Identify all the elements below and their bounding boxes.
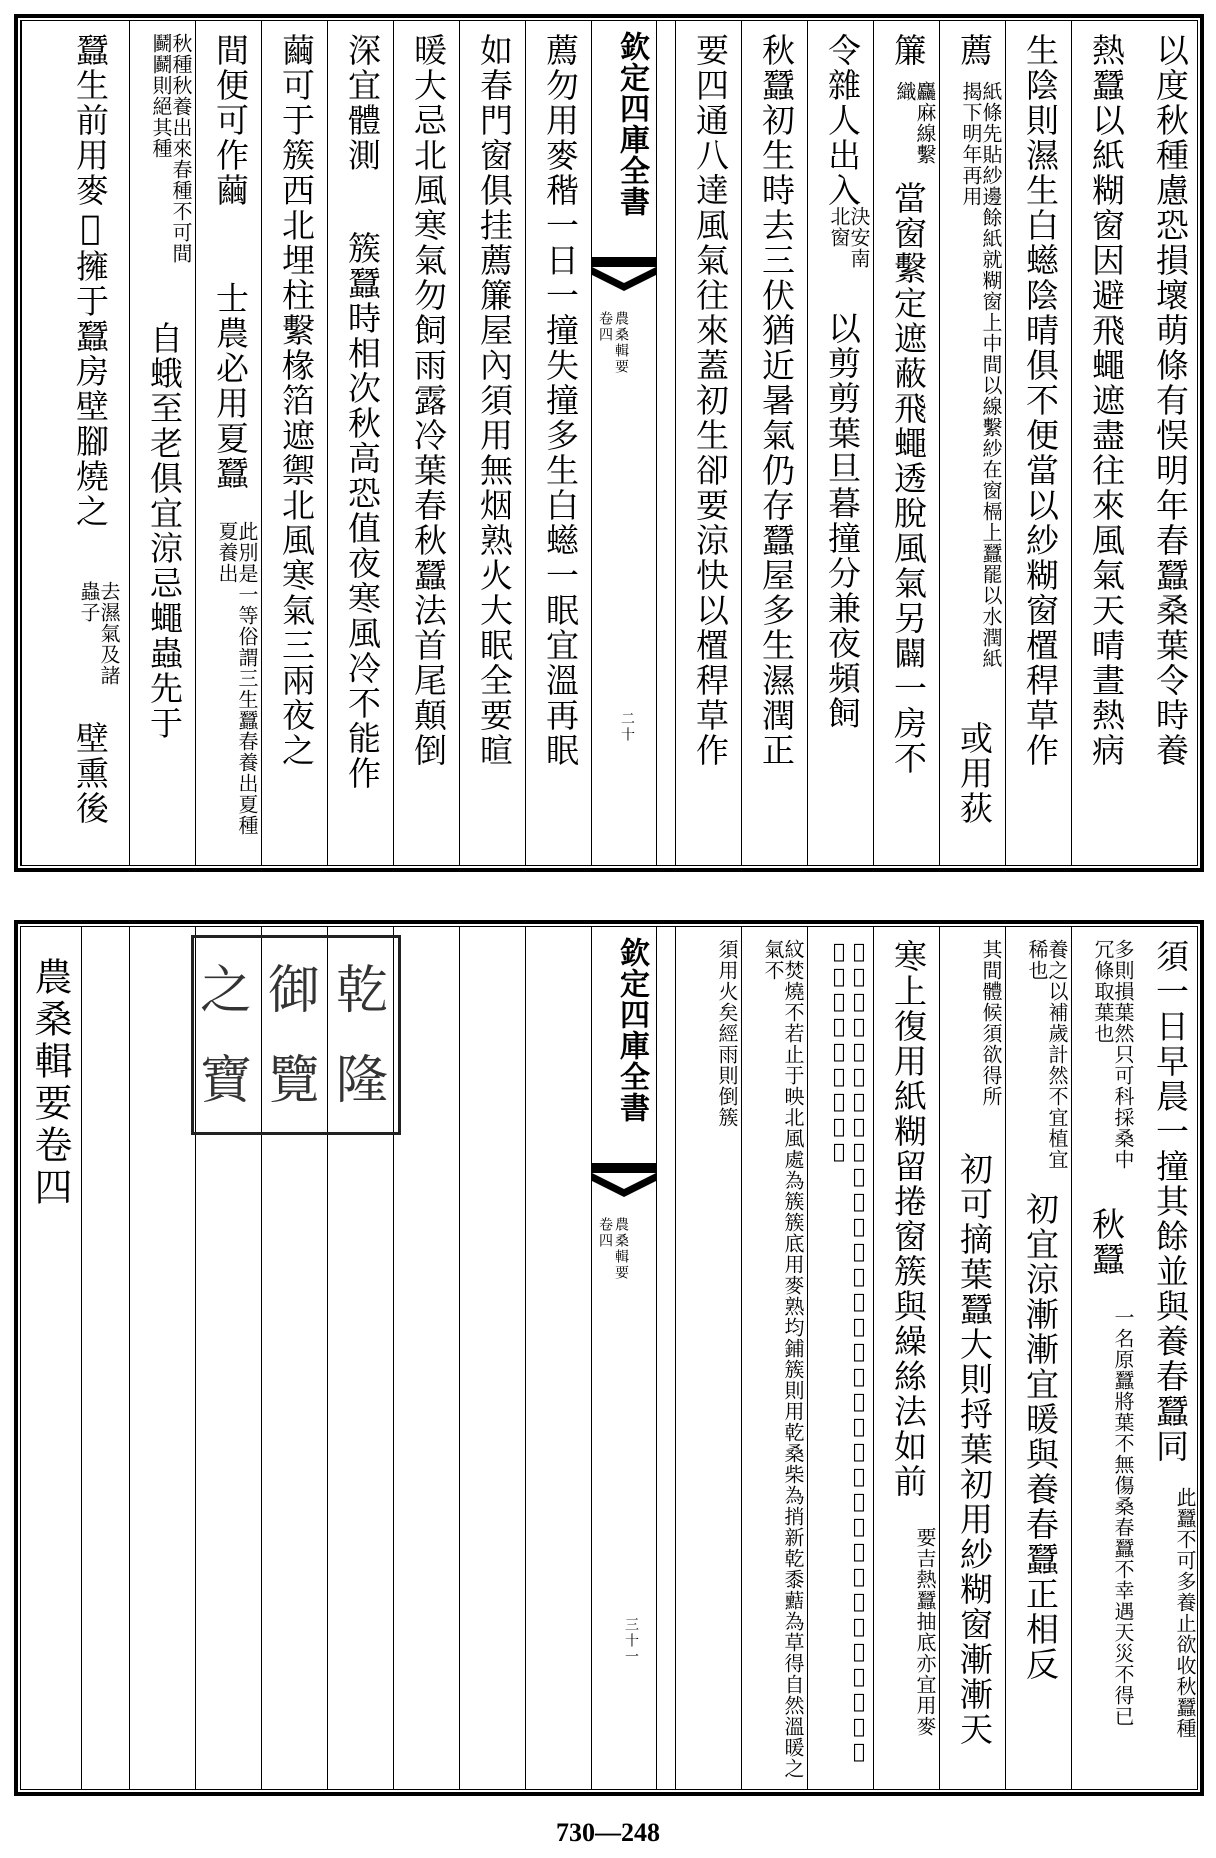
column [327, 21, 393, 865]
column-text: 秋蠶初生時去三伏猶近暑氣仍存蠶屋多生濕潤正 [757, 33, 796, 768]
column [129, 21, 195, 865]
column-annotation: 𥠖麥熟燒之又大路上踏跐起乾塵土收三四石生蠶日于抽底攤平可避暑濕簇秋蠶多于簇心用熟火或 [827, 939, 871, 1764]
seal-char: 乾 [335, 961, 388, 1021]
column [459, 21, 525, 865]
column-annotation: 其間體候須欲得所 [979, 939, 1003, 1107]
column-annotation: 紙條先貼紗邊餘紙就糊窗上中間以線繫紗在窗槅上蠶罷以水潤紙揭下明年再用 [959, 81, 1003, 669]
bottom-page [0, 920, 1216, 1810]
column-text: 蠶生前用麥𥠖擁于蠶房壁腳燒之 [71, 33, 110, 529]
imperial-seal [191, 935, 401, 1135]
column-text: 自蛾至老俱宜涼忌蠅蟲先于 [145, 321, 184, 741]
folio-number: 三十一 [623, 1617, 639, 1665]
column [873, 927, 939, 1789]
column [939, 927, 1005, 1789]
column-annotation: 決安南北窗 [827, 206, 871, 269]
empty-column [81, 927, 129, 1789]
column-text: 深宜體測 [343, 33, 382, 173]
column [807, 21, 873, 865]
column [1071, 21, 1137, 865]
column-text: 薦勿用麥稭一日一撞失撞多生白䗹一眠宜溫再眠 [541, 33, 580, 768]
juan-small: 卷四 [597, 1217, 613, 1249]
column [741, 21, 807, 865]
column-text: 初宜涼漸漸宜暖與養春蠶正相反 [1021, 1192, 1060, 1682]
column-text: 士農必用夏蠶 [211, 281, 250, 491]
column-text: 簾 [889, 33, 928, 68]
column [675, 927, 741, 1789]
column [741, 927, 807, 1789]
header-title: 欽定四庫全書 [614, 31, 649, 217]
column-text: 熱蠶以紙糊窗因避飛蠅遮盡往來風氣天晴晝熱病 [1087, 33, 1126, 768]
column-text: 壁熏後 [71, 721, 110, 826]
column-text: 或用荻 [955, 721, 994, 826]
column [1137, 927, 1197, 1789]
column-annotation: 養之以補歲計然不宜植宜稀也 [1025, 939, 1069, 1170]
fold-column [591, 927, 657, 1789]
column [525, 21, 591, 865]
juan-small: 卷四 [597, 311, 613, 343]
column-annotation: 秋種秋養出來春種不可間鬬鬬則絕其種 [149, 33, 193, 264]
column [1005, 21, 1071, 865]
seal-char: 之 [199, 961, 252, 1021]
column [195, 21, 261, 865]
column-text: 間便可作繭 [211, 33, 250, 208]
seal-char: 隆 [335, 1051, 388, 1111]
column-annotation: 紋焚燒不若止于映北風處為簇簇底用麥熟均鋪簇則用乾桑柴為捎新乾黍䕸為草得自然溫暖之氣不 [761, 939, 805, 1779]
column-annotation: 一名原蠶將葉不無傷桑春蠶不幸遇天災不得已 [1111, 1307, 1135, 1727]
seal-char: 御 [267, 961, 320, 1021]
column [873, 21, 939, 865]
volume-title: 農桑輯要卷四 [28, 957, 72, 1209]
column-text: 暖大忌北風寒氣勿飼雨露冷葉春秋蠶法首尾顛倒 [409, 33, 448, 768]
column [939, 21, 1005, 865]
page-number-footer: 730—248 [556, 1818, 660, 1847]
column-annotation: 去濕氣及諸蟲子 [77, 581, 121, 686]
column-text: 秋蠶 [1087, 1207, 1126, 1277]
column-text: 如春門窗俱挂薦簾屋內須用無烟熟火大眠全要暄 [475, 33, 514, 768]
column-annotation: 此蠶不可多養止欲收秋蠶種 [1173, 1487, 1197, 1739]
book-name-small: 農桑輯要 [613, 311, 629, 375]
column-text: 以剪剪葉旦暮撞分兼夜頻飼 [823, 311, 862, 731]
top-page [0, 0, 1216, 880]
column-annotation: 麤麻線繫織 [893, 81, 937, 165]
column-text: 繭可于簇西北埋柱繫椽箔遮禦北風寒氣三兩夜之 [277, 33, 316, 768]
fold-column [591, 21, 657, 865]
empty-column [129, 927, 195, 1789]
fish-tail-mark [592, 1163, 656, 1203]
column-text: 令雜人出入 [823, 33, 862, 208]
column-annotation: 此別是一等俗謂三生蠶春養出夏種夏養出 [215, 521, 259, 836]
seal-char: 寶 [199, 1051, 252, 1111]
bottom-inner-border [20, 926, 1198, 1790]
column-text: 以度秋種慮恐損壞萌條有悮明年春蠶桑葉令時養 [1151, 33, 1190, 768]
top-inner-border [20, 20, 1198, 866]
column-text: 要四通八達風氣往來蓋初生卻要涼快以㯰稈草作 [691, 33, 730, 768]
column [261, 21, 327, 865]
column [807, 927, 873, 1789]
empty-column [459, 927, 525, 1789]
column-text: 初可摘葉蠶大則捋葉初用紗糊窗漸漸天 [955, 1152, 994, 1747]
column-annotation: 多則損葉然只可科採桑中冗條取葉也 [1091, 939, 1135, 1170]
column-text: 當窗繫定遮蔽飛蠅透脫風氣另闢一房不 [889, 181, 928, 776]
column [1005, 927, 1071, 1789]
column-text: 須一日早晨一撞其餘並與養春蠶同 [1151, 939, 1190, 1464]
column [1071, 927, 1137, 1789]
column [21, 21, 129, 865]
column [675, 21, 741, 865]
header-title: 欽定四庫全書 [614, 937, 649, 1123]
column-annotation: 須用火矣經雨則倒簇 [715, 939, 739, 1128]
column-text: 簇蠶時相次秋高恐值夜寒風冷不能作 [343, 231, 382, 791]
column [393, 21, 459, 865]
column [1137, 21, 1197, 865]
seal-char: 覽 [267, 1051, 320, 1111]
fish-tail-mark [592, 257, 656, 297]
column-text: 薦 [955, 33, 994, 68]
book-name-small: 農桑輯要 [613, 1217, 629, 1281]
empty-column [393, 927, 459, 1789]
empty-column [525, 927, 591, 1789]
folio-number: 二十 [619, 711, 635, 743]
column-text: 生陰則濕生白䗹陰晴俱不便當以紗糊窗㯰稈草作 [1021, 33, 1060, 768]
column-annotation: 要吉熱蠶抽底亦宜用麥 [913, 1527, 937, 1737]
column-text: 寒上復用紙糊留捲窗簇與繰絲法如前 [889, 939, 928, 1499]
